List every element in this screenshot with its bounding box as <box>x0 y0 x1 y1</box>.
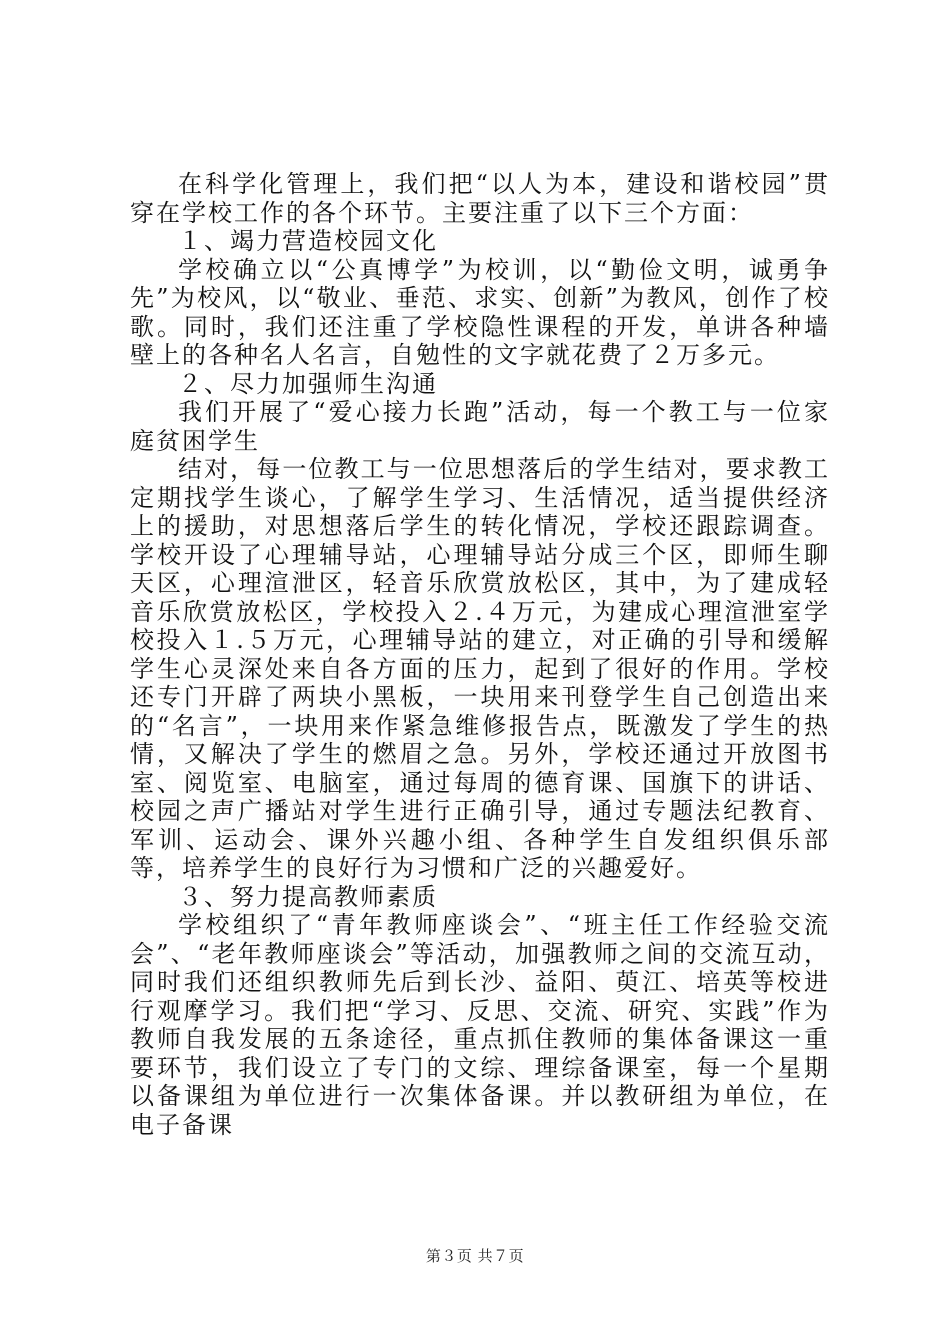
page-number-footer: 第３页 共７页 <box>425 1247 525 1265</box>
paragraph-campus-culture: 学校确立以“公真博学”为校训，以“勤俭文明，诚勇争先”为校风，以“敬业、垂范、求实、创新”为教风，创作了校歌。同时，我们还注重了学校隐性课程的开发，单讲各种墙壁上的各种名人名言，自勉性的文字就花费了２万多元。 <box>130 255 830 369</box>
paragraph-love-relay: 我们开展了“爱心接力长跑”活动，每一个教工与一位家庭贫困学生 <box>130 398 830 455</box>
section-heading-teacher-quality: ３、努力提高教师素质 <box>178 882 438 911</box>
document-body <box>130 170 830 1139</box>
section-heading-teacher-student-communication: ２、尽力加强师生沟通 <box>178 369 438 398</box>
paragraph-teacher-quality: 学校组织了“青年教师座谈会”、“班主任工作经验交流会”、“老年教师座谈会”等活动，加强教师之间的交流互动，同时我们还组织教师先后到长沙、益阳、萸江、培英等校进行观摩学习。我们把“学习、反思、交流、研究、实践”作为教师自我发展的五条途径，重点抓住教师的集体备课这一重要环节，我们设立了专门的文综、理综备课室，每一个星期以备课组为单位进行一次集体备课。并以教研组为单位，在电子备课 <box>130 911 830 1139</box>
paragraph-pairing-and-counseling: 结对，每一位教工与一位思想落后的学生结对，要求教工定期找学生谈心，了解学生学习、生活情况，适当提供经济上的援助，对思想落后学生的转化情况，学校还跟踪调查。学校开设了心理辅导站，心理辅导站分成三个区，即师生聊天区，心理渲泄区，轻音乐欣赏放松区，其中，为了建成轻音乐欣赏放松区，学校投入２.４万元，为建成心理渲泄室学校投入１.５万元，心理辅导站的建立，对正确的引导和缓解学生心灵深处来自各方面的压力，起到了很好的作用。学校还专门开辟了两块小黑板，一块用来刊登学生自己创造出来的“名言”，一块用来作紧急维修报告点，既激发了学生的热情，又解决了学生的燃眉之急。另外，学校还通过开放图书室、阅览室、电脑室，通过每周的德育课、国旗下的讲话、校园之声广播站对学生进行正确引导，通过专题法纪教育、军训、运动会、课外兴趣小组、各种学生自发组织俱乐部等，培养学生的良好行为习惯和广泛的兴趣爱好。 <box>130 455 830 882</box>
section-heading-campus-culture: １、竭力营造校园文化 <box>178 227 438 255</box>
paragraph-intro: 在科学化管理上，我们把“以人为本，建设和谐校园”贯穿在学校工作的各个环节。主要注重了以下三个方面： <box>130 170 830 227</box>
